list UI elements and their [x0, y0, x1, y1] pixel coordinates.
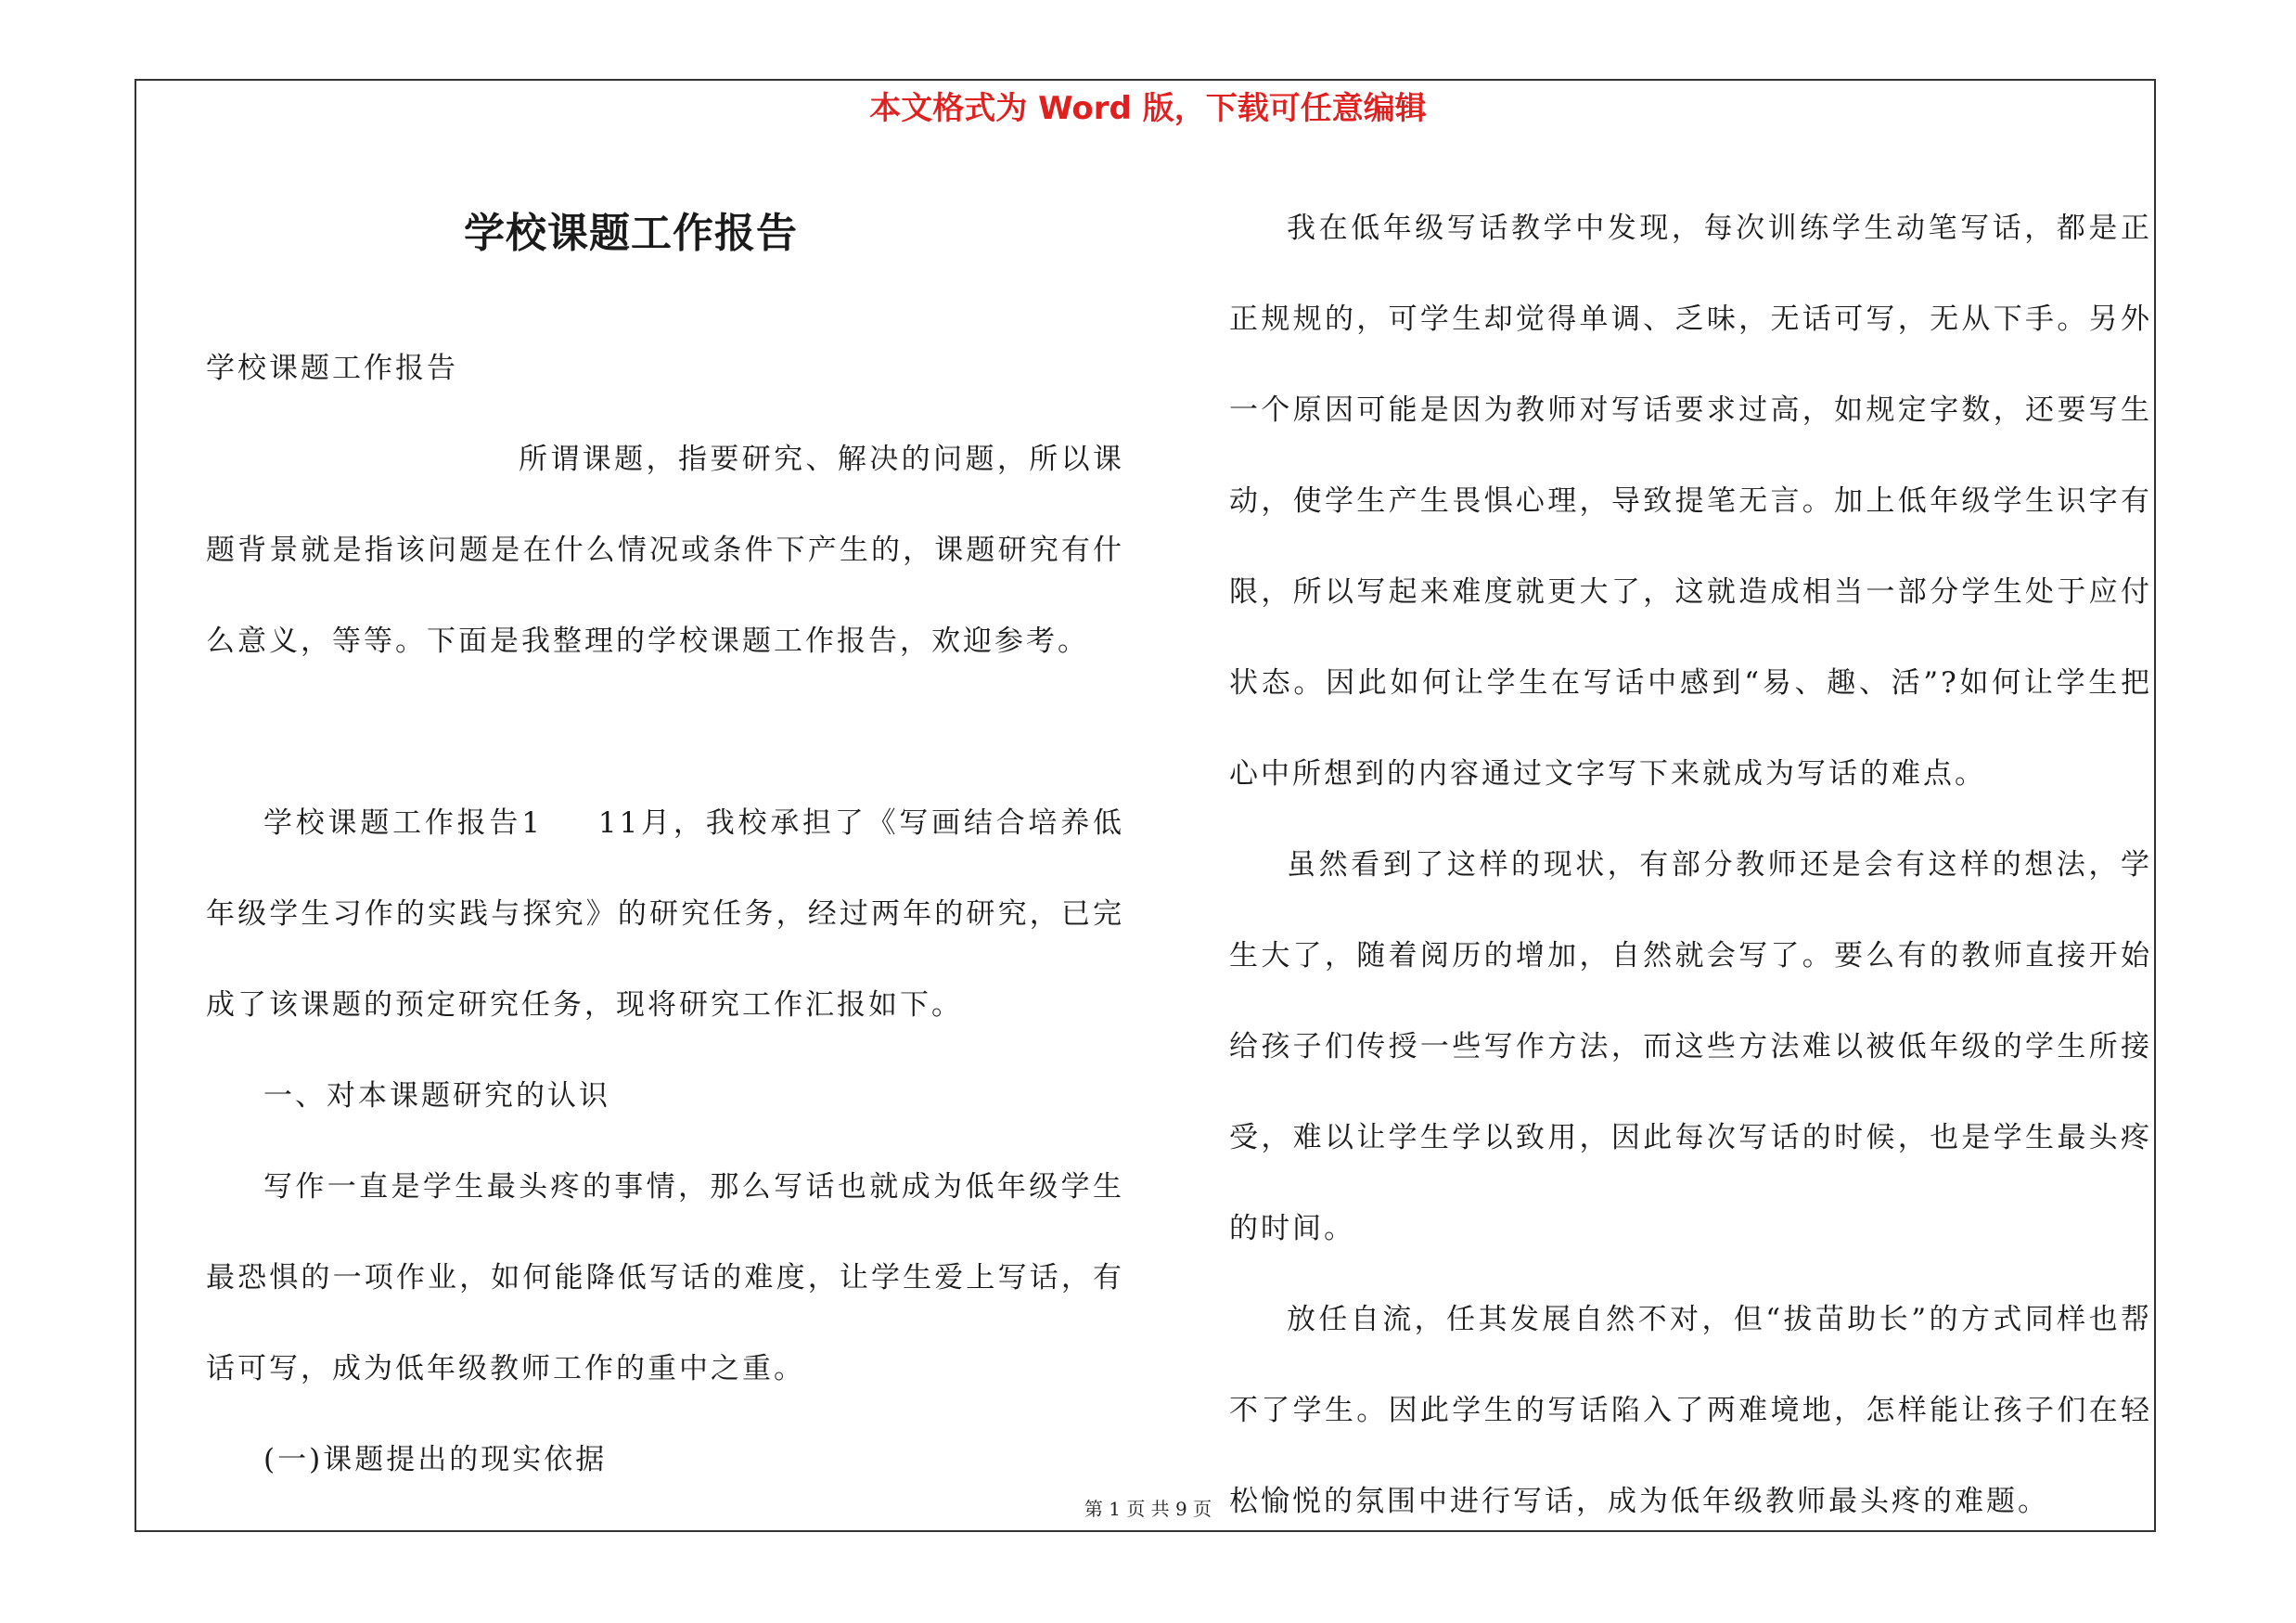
subsection-heading-one: (一)课题提出的现实依据	[263, 1443, 608, 1476]
report-intro-paragraph	[206, 778, 1124, 1050]
writing-difficulty-paragraph: 写作一直是学生最头疼的事情，那么写话也就成为低年级学生最恐惧的一项作业，如何能降低写话的难度，让学生爱上写话，有话可写，成为低年级教师工作的重中之重。	[206, 1170, 1124, 1385]
document-subtitle: 学校课题工作报告	[206, 352, 458, 385]
right-column	[1229, 183, 2152, 1547]
body-paragraph-2: 虽然看到了这样的现状，有部分教师还是会有这样的想法，学生大了，随着阅历的增加，自然就会写了。要么有的教师直接开始给孩子们传授一些写作方法，而这些方法难以被低年级的学生所接受，难以让学生学以致用，因此每次写话的时候，也是学生最头疼的时间。	[1229, 848, 2152, 1245]
body-paragraph-1: 我在低年级写话教学中发现，每次训练学生动笔写话，都是正正规规的，可学生却觉得单调、乏味，无话可写，无从下手。另外一个原因可能是因为教师对写话要求过高，如规定字数，还要写生动，使学生产生畏惧心理，导致提笔无言。加上低年级学生识字有限，所以写起来难度就更大了，这就造成相当一部分学生处于应付状态。因此如何让学生在写话中感到“易、趣、活”?如何让学生把心中所想到的内容通过文字写下来就成为写话的难点。	[1229, 212, 2152, 791]
document-title: 学校课题工作报告	[464, 210, 798, 257]
report-heading: 学校课题工作报告1	[263, 806, 543, 840]
report-intro-text: 11月，我校承担了《写画结合培养低年级学生习作的实践与探究》的研究任务，经过两年的研究，已完成了该课题的预定研究任务，现将研究工作汇报如下。	[206, 806, 1124, 1022]
paragraph-spacer	[206, 687, 1124, 778]
left-column	[206, 323, 1124, 1505]
page-number-footer: 第 1 页 共 9 页	[1084, 1498, 1212, 1520]
section-heading-one: 一、对本课题研究的认识	[263, 1079, 610, 1113]
body-paragraph-3: 放任自流，任其发展自然不对，但“拔苗助长”的方式同样也帮不了学生。因此学生的写话陷入了两难境地，怎样能让孩子们在轻松愉悦的氛围中进行写话，成为低年级教师最头疼的难题。	[1229, 1303, 2152, 1518]
word-format-notice: 本文格式为 Word 版，下载可任意编辑	[869, 90, 1427, 127]
intro-paragraph: 所谓课题，指要研究、解决的问题，所以课题背景就是指该问题是在什么情况或条件下产生的，课题研究有什么意义，等等。下面是我整理的学校课题工作报告，欢迎参考。	[206, 443, 1124, 658]
